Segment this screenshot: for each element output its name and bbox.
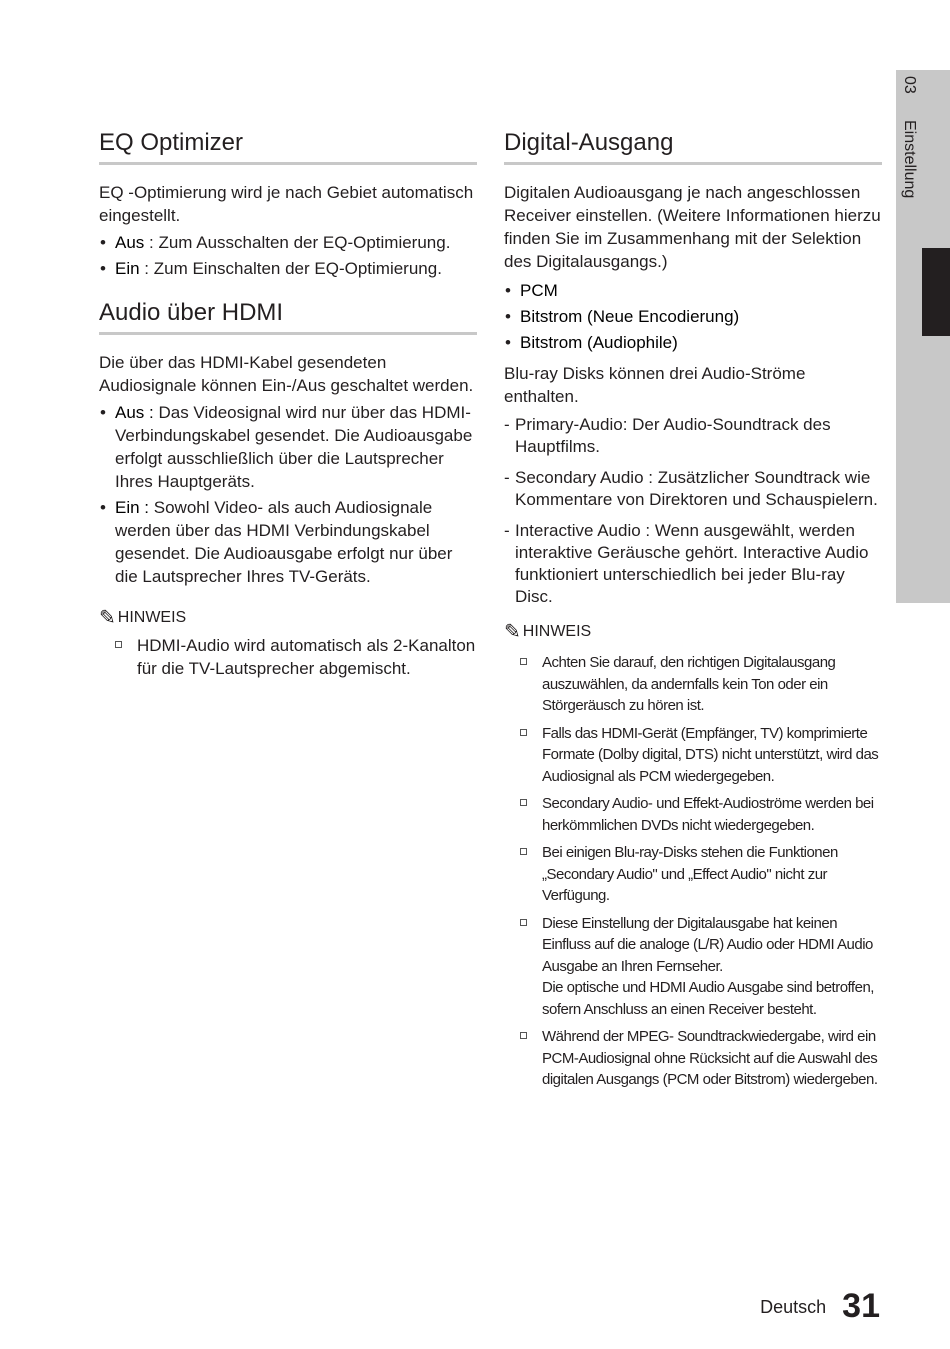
list-item: • Bitstrom (Neue Encodierung) <box>505 307 740 326</box>
note-item: Falls das HDMI-Gerät (Empfänger, TV) komprimierte Formate (Dolby digital, DTS) nicht unterstützt, wird das Audiosignal als PCM wiedergegeben. <box>504 723 882 788</box>
list-item: • Aus : Das Videosignal wird nur über das HDMI-Verbindungskabel gesendet. Die Audioausgabe erfolgt ausschließlich über die Lautsprecher Ihres Hauptgeräts. <box>100 403 473 491</box>
left-column <box>99 128 477 680</box>
pencil-icon: ✎ <box>99 607 116 629</box>
square-bullet-icon <box>115 641 122 648</box>
list-item: - Secondary Audio : Zusätzlicher Soundtrack wie Kommentare von Direktoren und Schauspielern. <box>504 468 878 509</box>
square-bullet-icon <box>520 658 527 665</box>
note-list <box>504 652 882 1091</box>
pencil-icon: ✎ <box>504 621 521 643</box>
chapter-side-tab <box>896 70 950 603</box>
list-item: - Primary-Audio: Der Audio-Soundtrack des Hauptfilms. <box>504 415 831 456</box>
list-item: - Interactive Audio : Wenn ausgewählt, werden interaktive Geräusche gehört. Interactive Audio funktioniert unterschiedlich bei jeder Blu-ray Disc. <box>504 521 869 606</box>
right-column <box>504 128 882 1097</box>
note-item: HDMI-Audio wird automatisch als 2-Kanalton für die TV-Lautsprecher abgemischt. <box>99 634 477 680</box>
note-list <box>99 634 477 680</box>
stream-list <box>504 414 882 608</box>
page-number: 31 <box>842 1287 880 1325</box>
digital-output-heading: Digital-Ausgang <box>504 128 882 165</box>
square-bullet-icon <box>520 1032 527 1039</box>
note-item: Achten Sie darauf, den richtigen Digitalausgang auszuwählen, da andernfalls kein Ton oder ein Störgeräusch zu hören ist. <box>504 652 882 717</box>
page-footer <box>760 1288 880 1324</box>
note-heading: ✎ HINWEIS <box>504 621 592 643</box>
chapter-number: 03 <box>901 76 918 94</box>
bluray-text: Blu-ray Disks können drei Audio-Ströme enthalten. <box>504 364 806 406</box>
eq-optimizer-heading: EQ Optimizer <box>99 128 477 165</box>
list-item: • Aus : Zum Ausschalten der EQ-Optimierung. <box>100 233 451 252</box>
output-option-list <box>504 279 882 354</box>
list-item: • PCM <box>505 281 558 300</box>
note-item: Diese Einstellung der Digitalausgabe hat keinen Einfluss auf die analoge (L/R) Audio oder HDMI Audio Ausgabe an Ihren Fernseher. Die optische und HDMI Audio Ausgabe sind betroffen, sofern Anschluss an einen Receiver besteht. <box>504 913 882 1021</box>
chapter-marker <box>922 248 950 336</box>
footer-language: Deutsch <box>760 1297 827 1317</box>
note-item: Bei einigen Blu-ray-Disks stehen die Funktionen „Secondary Audio" und „Effect Audio" nicht zur Verfügung. <box>504 842 882 907</box>
hdmi-option-list <box>99 401 477 588</box>
list-item: • Bitstrom (Audiophile) <box>505 333 678 352</box>
eq-intro: EQ -Optimierung wird je nach Gebiet automatisch eingestellt. <box>99 183 474 225</box>
eq-option-list <box>99 231 477 280</box>
list-item: • Ein : Sowohl Video- als auch Audiosignale werden über das HDMI Verbindungskabel gesendet. Die Audioausgabe erfolgt nur über die Lautsprecher Ihres TV-Geräts. <box>100 498 453 586</box>
square-bullet-icon <box>520 799 527 806</box>
note-item: Secondary Audio- und Effekt-Audioströme werden bei herkömmlichen DVDs nicht wiedergegeben. <box>504 793 882 836</box>
square-bullet-icon <box>520 848 527 855</box>
audio-hdmi-heading: Audio über HDMI <box>99 298 477 335</box>
note-item: Während der MPEG- Soundtrackwiedergabe, wird ein PCM-Audiosignal ohne Rücksicht auf die Auswahl des digitalen Ausgangs (PCM oder Bitstrom) wiedergeben. <box>504 1026 882 1091</box>
digital-output-intro: Digitalen Audioausgang je nach angeschlossen Receiver einstellen. (Weitere Informationen hierzu finden Sie im Zusammenhang mit der Selektion des Digitalausgangs.) <box>504 183 881 271</box>
note-heading: ✎ HINWEIS <box>99 607 187 629</box>
hdmi-intro: Die über das HDMI-Kabel gesendeten Audiosignale können Ein-/Aus geschaltet werden. <box>99 353 474 395</box>
square-bullet-icon <box>520 729 527 736</box>
square-bullet-icon <box>520 919 527 926</box>
list-item: • Ein : Zum Einschalten der EQ-Optimierung. <box>100 259 442 278</box>
chapter-title: Einstellung <box>901 120 918 199</box>
